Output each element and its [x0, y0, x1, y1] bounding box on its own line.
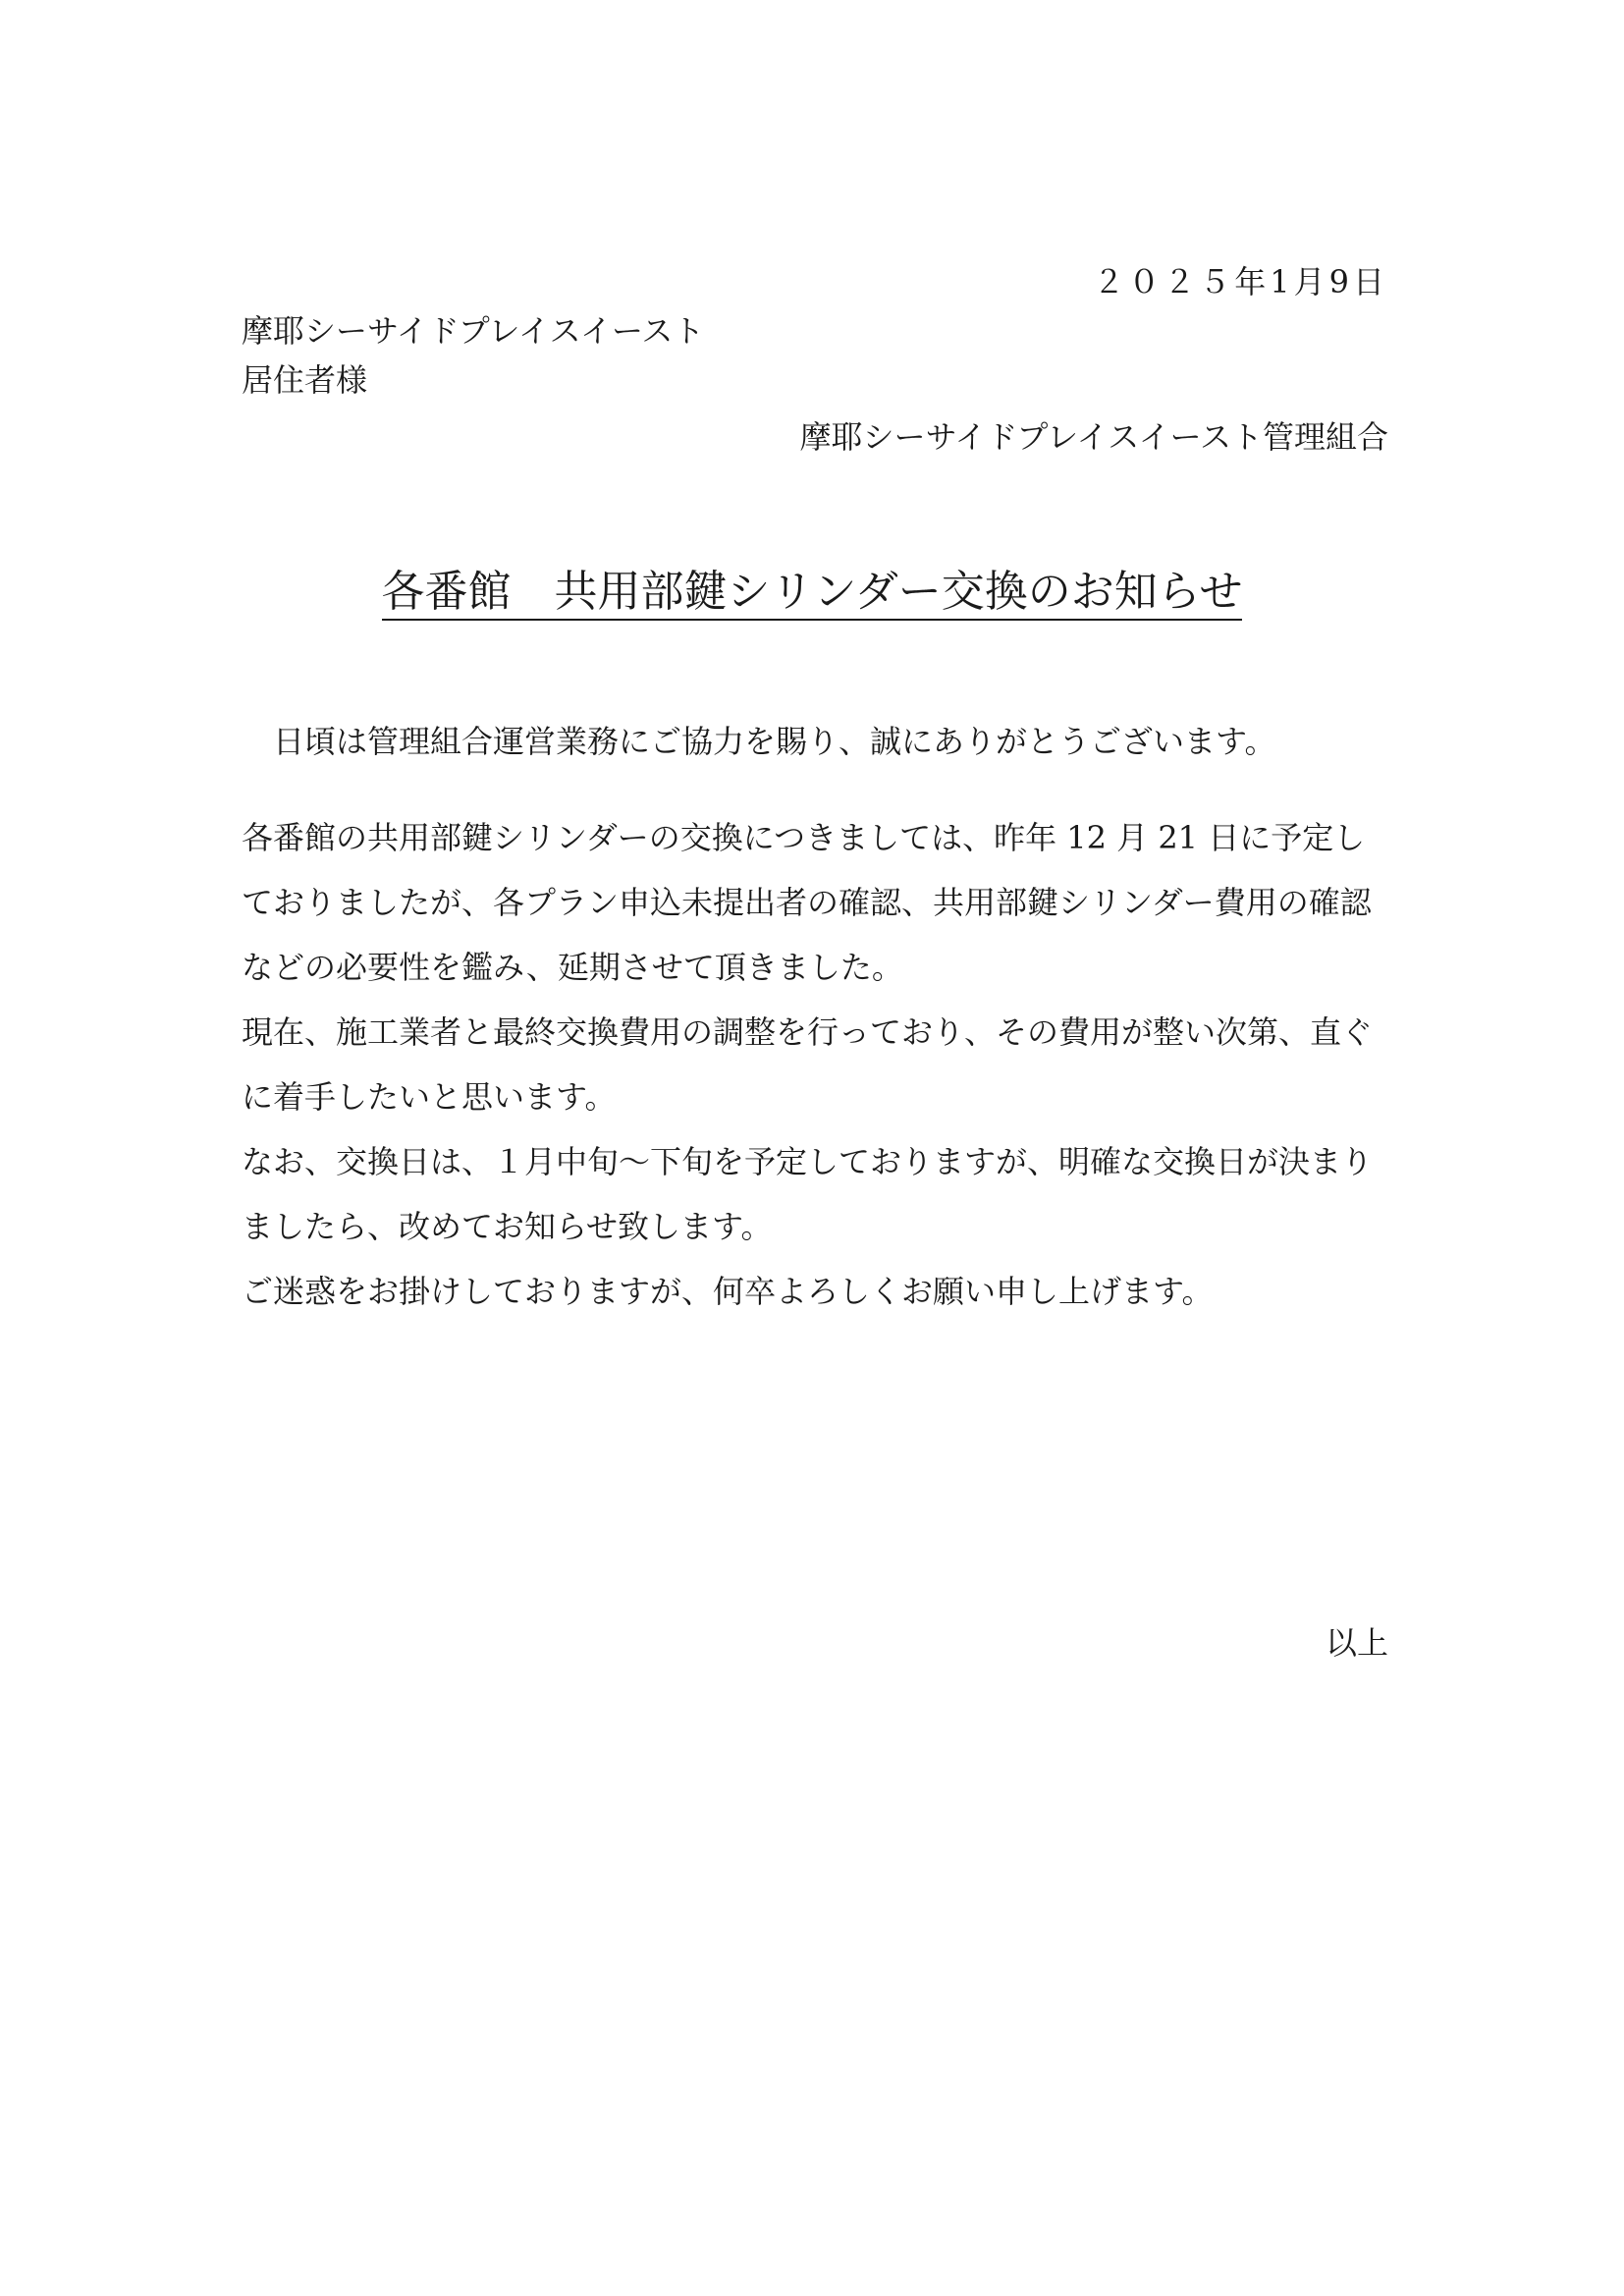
document-title	[0, 556, 1624, 619]
paragraph-postponement: 各番館の共用部鍵シリンダーの交換につきましては、昨年 12 月 21 日に予定しておりましたが、各プラン申込未提出者の確認、共用部鍵シリンダー費用の確認などの必要性を鑑み、延期させて頂きました。	[242, 819, 1372, 986]
paragraph-current-status: 現在、施工業者と最終交換費用の調整を行っており、その費用が整い次第、直ぐに着手したいと思います。	[242, 1013, 1374, 1116]
letter-date: ２０２５年1月9日	[1093, 263, 1388, 301]
recipient-residents: 居住者様	[242, 361, 368, 399]
recipient-block	[242, 306, 704, 405]
paragraph-apology: ご迷惑をお掛けしておりますが、何卒よろしくお願い申し上げます。	[242, 1273, 1214, 1310]
closing-mark: 以上	[1325, 1624, 1388, 1662]
paragraph-schedule: なお、交換日は、１月中旬～下旬を予定しておりますが、明確な交換日が決まりましたら、改めてお知らせ致します。	[242, 1143, 1374, 1245]
paragraph-greeting: 日頃は管理組合運営業務にご協力を賜り、誠にありがとうございます。	[273, 723, 1276, 760]
sender-name: 摩耶シーサイドプレイスイースト管理組合	[799, 418, 1388, 456]
recipient-building: 摩耶シーサイドプレイスイースト	[242, 312, 705, 350]
letter-body	[242, 709, 1390, 1324]
document-title-text: 各番館 共用部鍵シリンダー交換のお知らせ	[382, 567, 1243, 621]
